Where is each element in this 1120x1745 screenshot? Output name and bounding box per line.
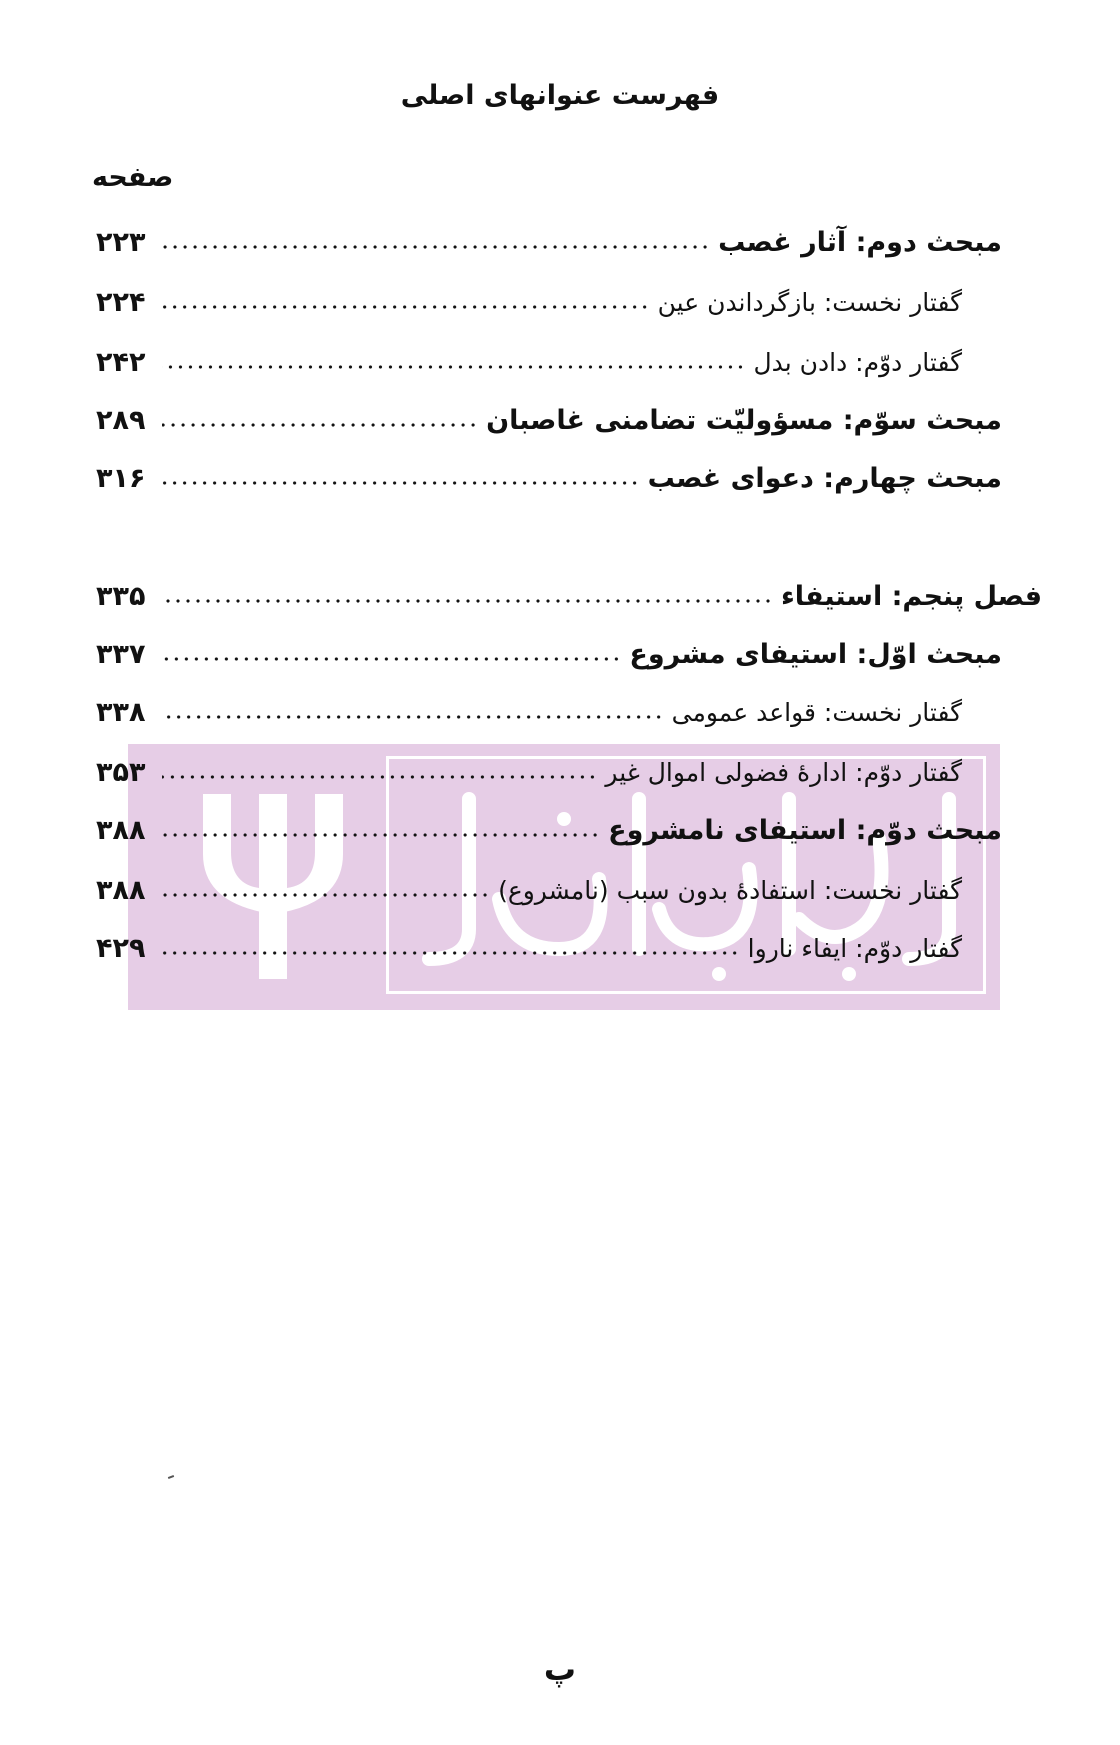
toc-entry[interactable] <box>96 928 962 968</box>
toc-leader-dots <box>162 481 640 485</box>
toc-page-number: ۴۲۹ <box>96 932 146 964</box>
toc-entry-title: گفتار نخست: استفادهٔ بدون سبب (نامشروع) <box>498 875 962 905</box>
toc-entry[interactable] <box>96 634 1002 674</box>
toc-leader-dots <box>162 305 650 309</box>
toc-leader-dots <box>162 599 773 603</box>
toc-page-number: ۳۳۸ <box>96 696 146 728</box>
toc-page-number: ۳۳۵ <box>96 580 146 612</box>
toc-leader-dots <box>162 365 745 369</box>
toc-entry[interactable] <box>96 752 962 792</box>
toc-leader-dots <box>162 775 597 779</box>
toc-entry[interactable] <box>96 282 962 322</box>
toc-leader-dots <box>162 893 490 897</box>
toc-entry-title: مبحث سوّم: مسؤولیّت تضامنی غاصبان <box>486 404 1002 436</box>
toc-entry-title: گفتار دوّم: دادن بدل <box>753 347 962 377</box>
page-number-letter: پ <box>543 1650 577 1688</box>
toc-entry-title: مبحث چهارم: دعوای غصب <box>647 462 1002 494</box>
toc-entry-title: مبحث اوّل: استیفای مشروع <box>629 638 1002 670</box>
toc-page-number: ۲۴۲ <box>96 346 146 378</box>
toc-leader-dots <box>162 715 664 719</box>
toc-page-number: ۳۸۸ <box>96 814 146 846</box>
toc-page-number: ۳۳۷ <box>96 638 146 670</box>
toc-entry-title: گفتار دوّم: ایفاء ناروا <box>747 933 962 963</box>
toc-leader-dots <box>162 951 740 955</box>
toc-entry-title: مبحث دوم: آثار غصب <box>718 226 1002 258</box>
toc-entry[interactable] <box>96 692 962 732</box>
toc-leader-dots <box>162 245 710 249</box>
toc-page-number: ۲۲۴ <box>96 286 146 318</box>
toc-entry-title: گفتار دوّم: ادارهٔ فضولی اموال غیر <box>605 757 962 787</box>
toc-entry[interactable] <box>96 870 962 910</box>
toc-entry-title: گفتار نخست: قواعد عمومی <box>671 697 962 727</box>
toc-page-number: ۳۱۶ <box>96 462 146 494</box>
toc-page-number: ۳۸۸ <box>96 874 146 906</box>
page-column-label: صفحه <box>92 162 174 193</box>
toc-page-number: ۳۵۳ <box>96 756 146 788</box>
toc-leader-dots <box>162 833 600 837</box>
toc-page-number: ۲۸۹ <box>96 404 146 436</box>
toc-leader-dots <box>162 423 478 427</box>
toc-entry[interactable] <box>96 400 1002 440</box>
toc-page-number: ۲۲۳ <box>96 226 146 258</box>
toc-entry[interactable] <box>96 458 1002 498</box>
toc-leader-dots <box>162 657 621 661</box>
toc-entry-title: گفتار نخست: بازگرداندن عین <box>657 287 962 317</box>
toc-entry-title: فصل پنجم: استیفاء <box>781 580 1042 612</box>
toc-entry-title: مبحث دوّم: استیفای نامشروع <box>608 814 1002 846</box>
toc-entry[interactable] <box>96 810 1002 850</box>
page-title: فهرست عنوانهای اصلی <box>400 80 720 111</box>
toc-entry[interactable] <box>96 342 962 382</box>
toc-entry[interactable] <box>96 222 1002 262</box>
toc-entry[interactable] <box>96 576 1042 616</box>
